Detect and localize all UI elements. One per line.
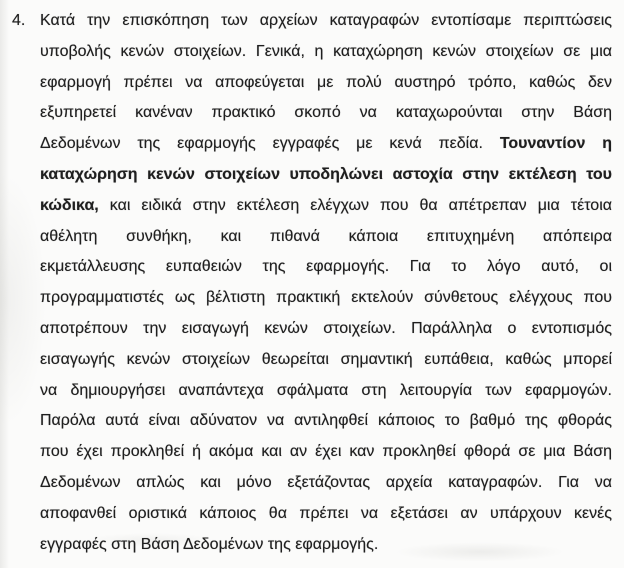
text-segment: προγραμματιστές ως βέλτιστη πρακτική εκτελούν σύνθετους ελέγχους που (40, 289, 612, 307)
text-line (40, 37, 612, 68)
text-line (40, 437, 612, 468)
text-segment: Δεδομένων της εφαρμογής εγγραφές με κενά πεδία. (40, 135, 483, 153)
text-segment: Κατά την επισκόπηση των αρχείων καταγραφών εντοπίσαμε περιπτώσεις (40, 12, 612, 29)
text-segment: εξυπηρετεί κανέναν πρακτικό σκοπό να καταχωρούνται στην Βάση (40, 104, 612, 122)
text-segment: να δημιουργήσει αναπάντεχα σφάλματα στη λειτουργία των εφαρμογών. (40, 381, 612, 399)
text-line (40, 160, 612, 191)
text-line (40, 191, 612, 222)
text-segment: που έχει προκληθεί ή ακόμα και αν έχει καν προκληθεί φθορά σε μια Βάση (40, 443, 612, 461)
text-line (40, 376, 612, 407)
text-line (40, 530, 612, 561)
text-line (40, 283, 612, 314)
text-segment: εγγραφές στη Βάση Δεδομένων της εφαρμογής. (40, 535, 379, 553)
text-segment: αθέλητη συνθήκη, και πιθανά κάποια επιτυχημένη απόπειρα (40, 227, 612, 245)
text-line (40, 252, 612, 283)
bold-text-segment: καταχώρηση κενών στοιχείων υποδηλώνει αστοχία στην εκτέλεση του (40, 165, 612, 183)
text-segment: εκμετάλλευσης ευπαθειών της εφαρμογής. Για το λόγο αυτό, οι (40, 258, 612, 276)
text-line (40, 222, 612, 253)
text-segment: Παρόλα αυτά είναι αδύνατον να αντιληφθεί κάποιος το βαθμό της φθοράς (40, 412, 612, 430)
text-line (40, 68, 612, 99)
paragraph-4 (40, 6, 612, 560)
text-segment: αποτρέπουν την εισαγωγή κενών στοιχείων. Παράλληλα ο εντοπισμός (40, 319, 612, 337)
text-line (40, 345, 612, 376)
text-line (40, 6, 612, 37)
text-line (40, 406, 612, 437)
text-line (40, 98, 612, 129)
text-line (40, 468, 612, 499)
text-line (40, 499, 612, 530)
text-segment: και ειδικά στην εκτέλεση ελέγχων που θα απέτρεπαν μια τέτοια (109, 196, 612, 214)
text-segment: εισαγωγής κενών στοιχείων θεωρείται σημαντική ευπάθεια, καθώς μπορεί (40, 350, 612, 368)
text-segment: υποβολής κενών στοιχείων. Γενικά, η καταχώρηση κενών στοιχείων σε μια (40, 42, 612, 60)
bold-text-segment: κώδικα, (40, 196, 99, 214)
text-segment: Δεδομένων απλώς και μόνο εξετάζοντας αρχεία καταγραφών. Για να (40, 473, 612, 491)
text-line (40, 129, 612, 160)
text-segment: αποφανθεί οριστικά κάποιος θα πρέπει να εξετάσει αν υπάρχουν κενές (40, 504, 612, 522)
text-line (40, 314, 612, 345)
bold-text-segment: Τουναντίον η (499, 135, 613, 153)
list-item-number: 4. (12, 12, 26, 29)
text-segment: εφαρμογή πρέπει να αποφεύγεται με πολύ αυστηρό τρόπο, καθώς δεν (40, 73, 612, 91)
